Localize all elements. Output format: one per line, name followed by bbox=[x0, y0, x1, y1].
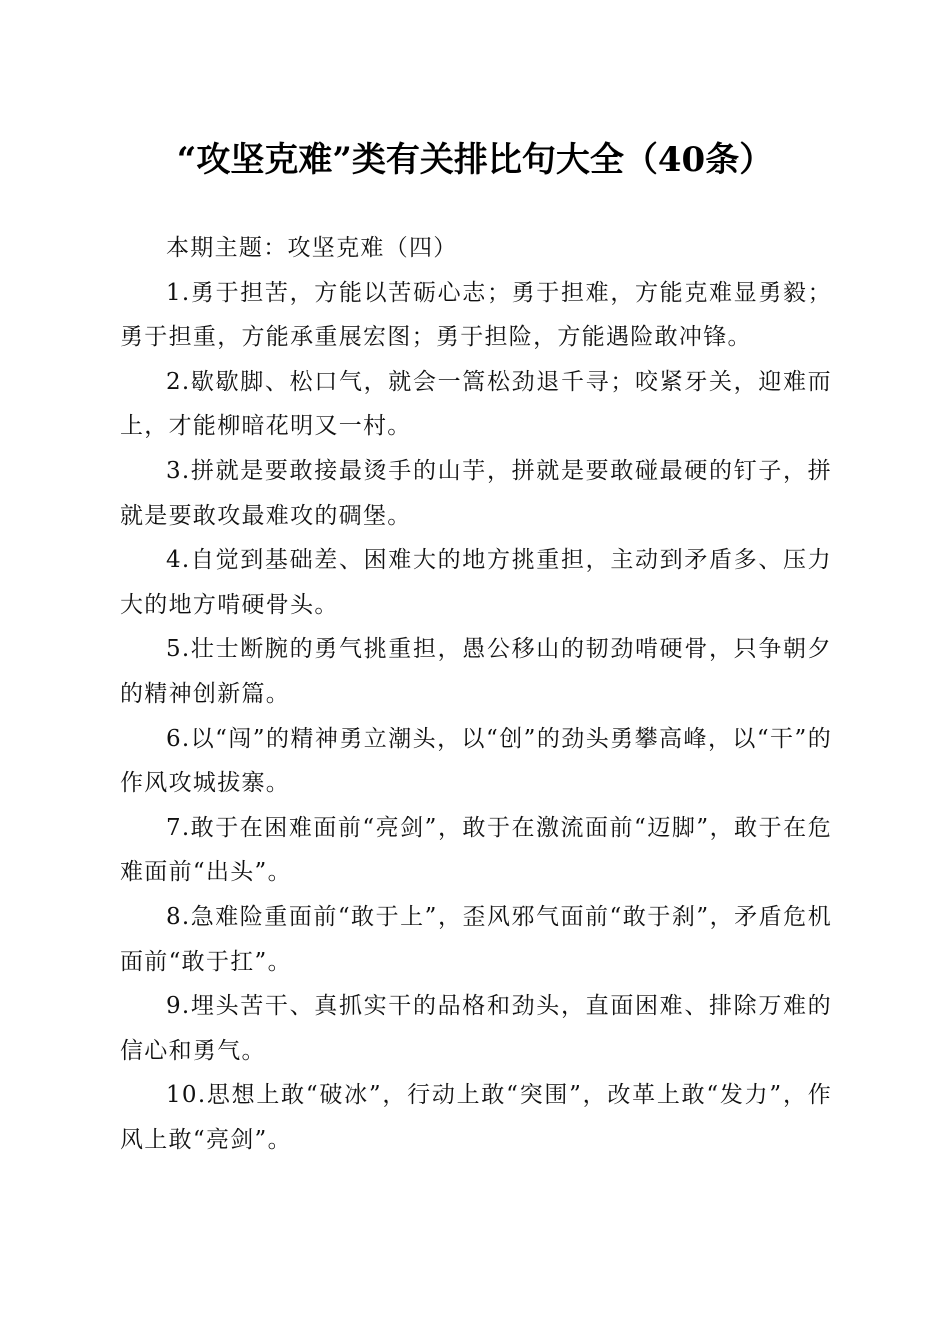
list-item: 6.以“闯”的精神勇立潮头，以“创”的劲头勇攀高峰，以“干”的作风攻城拔寨。 bbox=[120, 725, 832, 797]
list-item: 7.敢于在困难面前“亮剑”，敢于在激流面前“迈脚”，敢于在危难面前“出头”。 bbox=[120, 814, 832, 886]
list-item: 1.勇于担苦，方能以苦砺心志；勇于担难，方能克难显勇毅；勇于担重，方能承重展宏图；勇于担险，方能遇险敢冲锋。 bbox=[120, 279, 832, 351]
document-title: “攻坚克难”类有关排比句大全（40条） bbox=[176, 140, 774, 180]
list-item: 3.拼就是要敢接最烫手的山芋，拼就是要敢碰最硬的钉子，拼就是要敢攻最难攻的碉堡。 bbox=[120, 457, 832, 529]
theme-line: 本期主题：攻坚克难（四） bbox=[166, 235, 458, 261]
list-item: 4.自觉到基础差、困难大的地方挑重担，主动到矛盾多、压力大的地方啃硬骨头。 bbox=[120, 547, 832, 618]
list-item: 2.歇歇脚、松口气，就会一篙松劲退千寻；咬紧牙关，迎难而上，才能柳暗花明又一村。 bbox=[120, 368, 832, 440]
list-item: 9.埋头苦干、真抓实干的品格和劲头，直面困难、排除万难的信心和勇气。 bbox=[120, 993, 832, 1064]
list-item: 5.壮士断腕的勇气挑重担，愚公移山的韧劲啃硬骨，只争朝夕的精神创新篇。 bbox=[120, 636, 832, 707]
list-item: 10.思想上敢“破冰”，行动上敢“突围”，改革上敢“发力”，作风上敢“亮剑”。 bbox=[120, 1082, 832, 1153]
list-item: 8.急难险重面前“敢于上”，歪风邪气面前“敢于刹”，矛盾危机面前“敢于扛”。 bbox=[120, 903, 832, 975]
document-body bbox=[120, 226, 832, 1162]
